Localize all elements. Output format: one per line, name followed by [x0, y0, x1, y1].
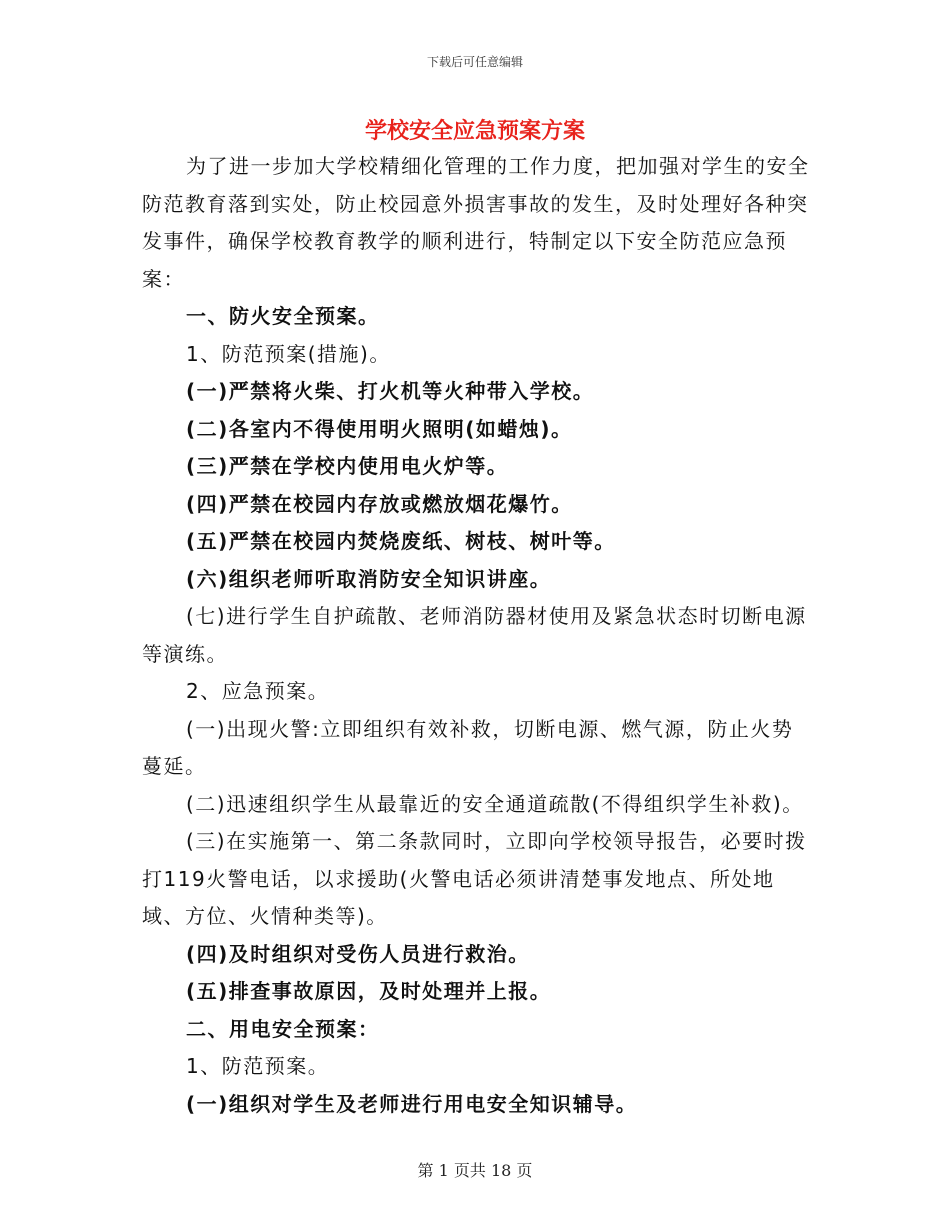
list-item: (二)迅速组织学生从最靠近的安全通道疏散(不得组织学生补救)。: [186, 791, 804, 816]
section-heading-fire: 一、防火安全预案。: [186, 304, 380, 328]
list-item: (六)组织老师听取消防安全知识讲座。: [186, 566, 552, 591]
list-item: (七)进行学生自护疏散、老师消防器材使用及紧急状态时切断电源等演练。: [142, 604, 807, 666]
header-note: 下载后可任意编辑: [426, 55, 523, 69]
section-heading-electric: 二、用电安全预案：: [186, 1016, 380, 1041]
document-body: [142, 148, 812, 1123]
list-item: (二)各室内不得使用明火照明(如蜡烛)。: [186, 416, 573, 441]
subheading-prevention: 1、防范预案。: [186, 1054, 330, 1078]
list-item: (三)在实施第一、第二条款同时，立即向学校领导报告，必要时拨打119火警电话，以求援助(火警电话必须讲清楚事发地点、所处地域、方位、火情种类等)。: [142, 829, 807, 928]
page-indicator: 第 1 页共 18 页: [417, 1161, 533, 1180]
list-item: (一)出现火警:立即组织有效补救，切断电源、燃气源，防止火势蔓延。: [142, 716, 794, 778]
list-item: (五)排查事故原因，及时处理并上报。: [186, 979, 552, 1003]
list-item: (一)严禁将火柴、打火机等火种带入学校。: [186, 379, 595, 403]
list-item: (三)严禁在学校内使用电火炉等。: [186, 454, 509, 478]
list-item: (四)及时组织对受伤人员进行救治。: [186, 941, 530, 966]
document-title: 学校安全应急预案方案: [364, 119, 585, 144]
paragraph-intro: 为了进一步加大学校精细化管理的工作力度，把加强对学生的安全防范教育落到实处，防止校园意外损害事故的发生，及时处理好各种突发事件，确保学校教育教学的顺利进行，特制定以下安全防范应急预案：: [142, 154, 810, 291]
list-item: (四)严禁在校园内存放或燃放烟花爆竹。: [186, 491, 573, 516]
list-item: (一)组织对学生及老师进行用电安全知识辅导。: [186, 1091, 638, 1116]
list-item: (五)严禁在校园内焚烧废纸、树枝、树叶等。: [186, 529, 616, 553]
subheading-prevention: 1、防范预案(措施)。: [186, 341, 391, 366]
subheading-emergency: 2、应急预案。: [186, 679, 330, 703]
